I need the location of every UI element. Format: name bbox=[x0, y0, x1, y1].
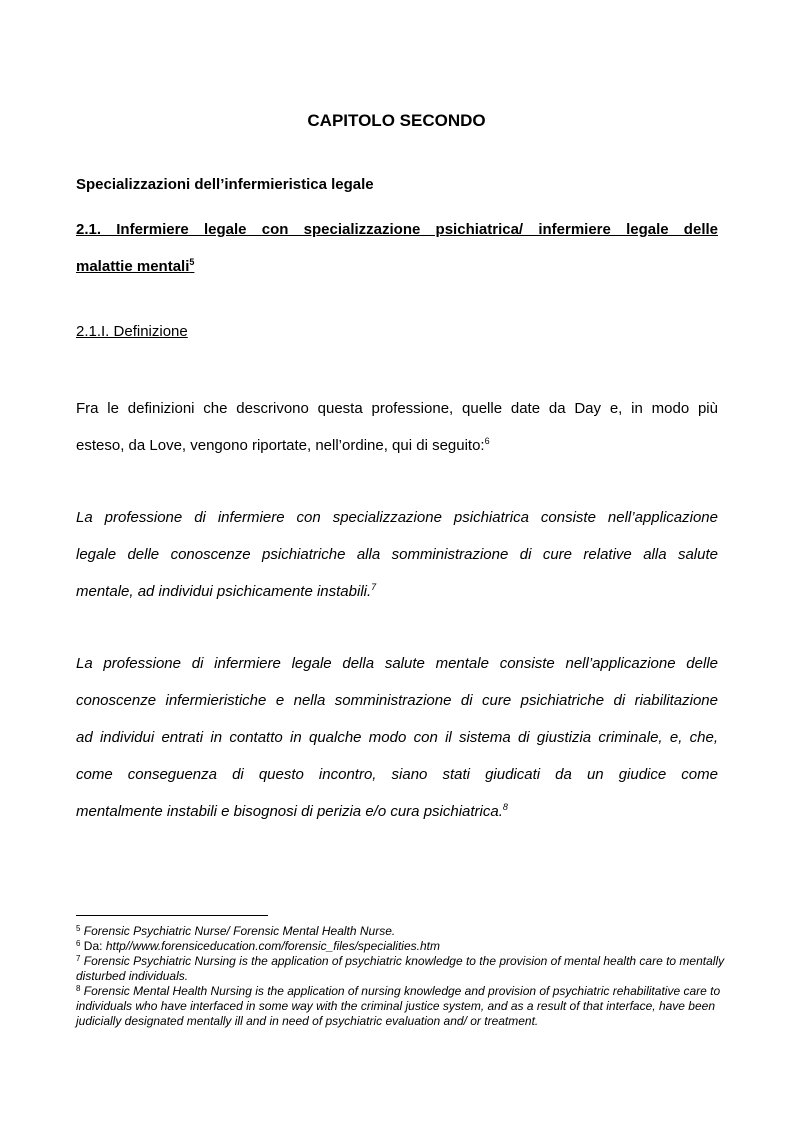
footnote-ref-8: 8 bbox=[502, 802, 508, 812]
section-title-line-1: 2.1. Infermiere legale con specializzazione psichiatrica/ infermiere legale delle bbox=[76, 221, 718, 238]
quote-line-text: mentale, ad individui psichicamente instabili. bbox=[76, 583, 372, 600]
paragraph-intro bbox=[76, 390, 718, 464]
footnote-link[interactable]: http//www.forensiceducation.com/forensic_files/specialities.htm bbox=[105, 939, 440, 953]
quote-line: ad individui entrati in contatto in qualche modo con il sistema di giustizia criminale, e, che, bbox=[76, 729, 718, 746]
footnote-number: 8 bbox=[76, 984, 81, 993]
subsection-title: 2.1.I. Definizione bbox=[76, 323, 188, 340]
footnote-separator bbox=[76, 915, 268, 916]
quote-line bbox=[76, 793, 718, 830]
quote-line: conoscenze infermieristiche e nella somministrazione di cure psichiatriche di riabilitazione bbox=[76, 692, 718, 709]
footnote-number: 7 bbox=[76, 954, 81, 963]
footnote-text: Forensic Psychiatric Nursing is the application of psychiatric knowledge to the provision of mental health care to mentally disturbed individuals. bbox=[76, 954, 725, 983]
footnote-text: Forensic Mental Health Nursing is the application of nursing knowledge and provision of psychiatric rehabilitative care to individuals who have interfaced in some way with the criminal justice system, and as a result of that interface, have been judicially designated mentally ill and in need of psychiatric evaluation and/ or treatment. bbox=[76, 984, 721, 1028]
quote-definition-love bbox=[76, 645, 718, 830]
section-title-text: malattie mentali bbox=[76, 258, 190, 275]
paragraph-line: Fra le definizioni che descrivono questa professione, quelle date da Day e, in modo più bbox=[76, 400, 718, 417]
footnote-ref-6: 6 bbox=[484, 436, 490, 446]
footnote-7 bbox=[76, 954, 726, 984]
quote-definition-day bbox=[76, 499, 718, 610]
footnote-8 bbox=[76, 984, 726, 1029]
section-title bbox=[76, 211, 718, 285]
footnote-ref-5: 5 bbox=[189, 257, 195, 267]
quote-line-text: mentalmente instabili e bisognosi di perizia e/o cura psichiatrica. bbox=[76, 803, 503, 820]
footnote-prefix: Da: bbox=[83, 939, 106, 953]
quote-line bbox=[76, 573, 718, 610]
chapter-title: CAPITOLO SECONDO bbox=[307, 111, 486, 130]
footnote-6 bbox=[76, 939, 726, 954]
footnote-number: 6 bbox=[76, 939, 81, 948]
quote-line: legale delle conoscenze psichiatriche alla somministrazione di cure relative alla salute bbox=[76, 546, 718, 563]
footnote-5 bbox=[76, 924, 726, 939]
section-heading: Specializzazioni dell’infermieristica legale bbox=[76, 176, 374, 193]
quote-line: La professione di infermiere con specializzazione psichiatrica consiste nell’applicazione bbox=[76, 509, 718, 526]
section-title-line-2 bbox=[76, 258, 194, 275]
footnotes bbox=[76, 924, 726, 1029]
footnote-ref-7: 7 bbox=[371, 582, 377, 592]
quote-line: come conseguenza di questo incontro, siano stati giudicati da un giudice come bbox=[76, 766, 718, 783]
quote-line: La professione di infermiere legale della salute mentale consiste nell’applicazione delle bbox=[76, 655, 718, 672]
footnote-number: 5 bbox=[76, 924, 81, 933]
paragraph-line-text: esteso, da Love, vengono riportate, nell’ordine, qui di seguito: bbox=[76, 437, 485, 454]
footnote-text: Forensic Psychiatric Nurse/ Forensic Mental Health Nurse. bbox=[83, 924, 396, 938]
paragraph-line bbox=[76, 427, 718, 464]
